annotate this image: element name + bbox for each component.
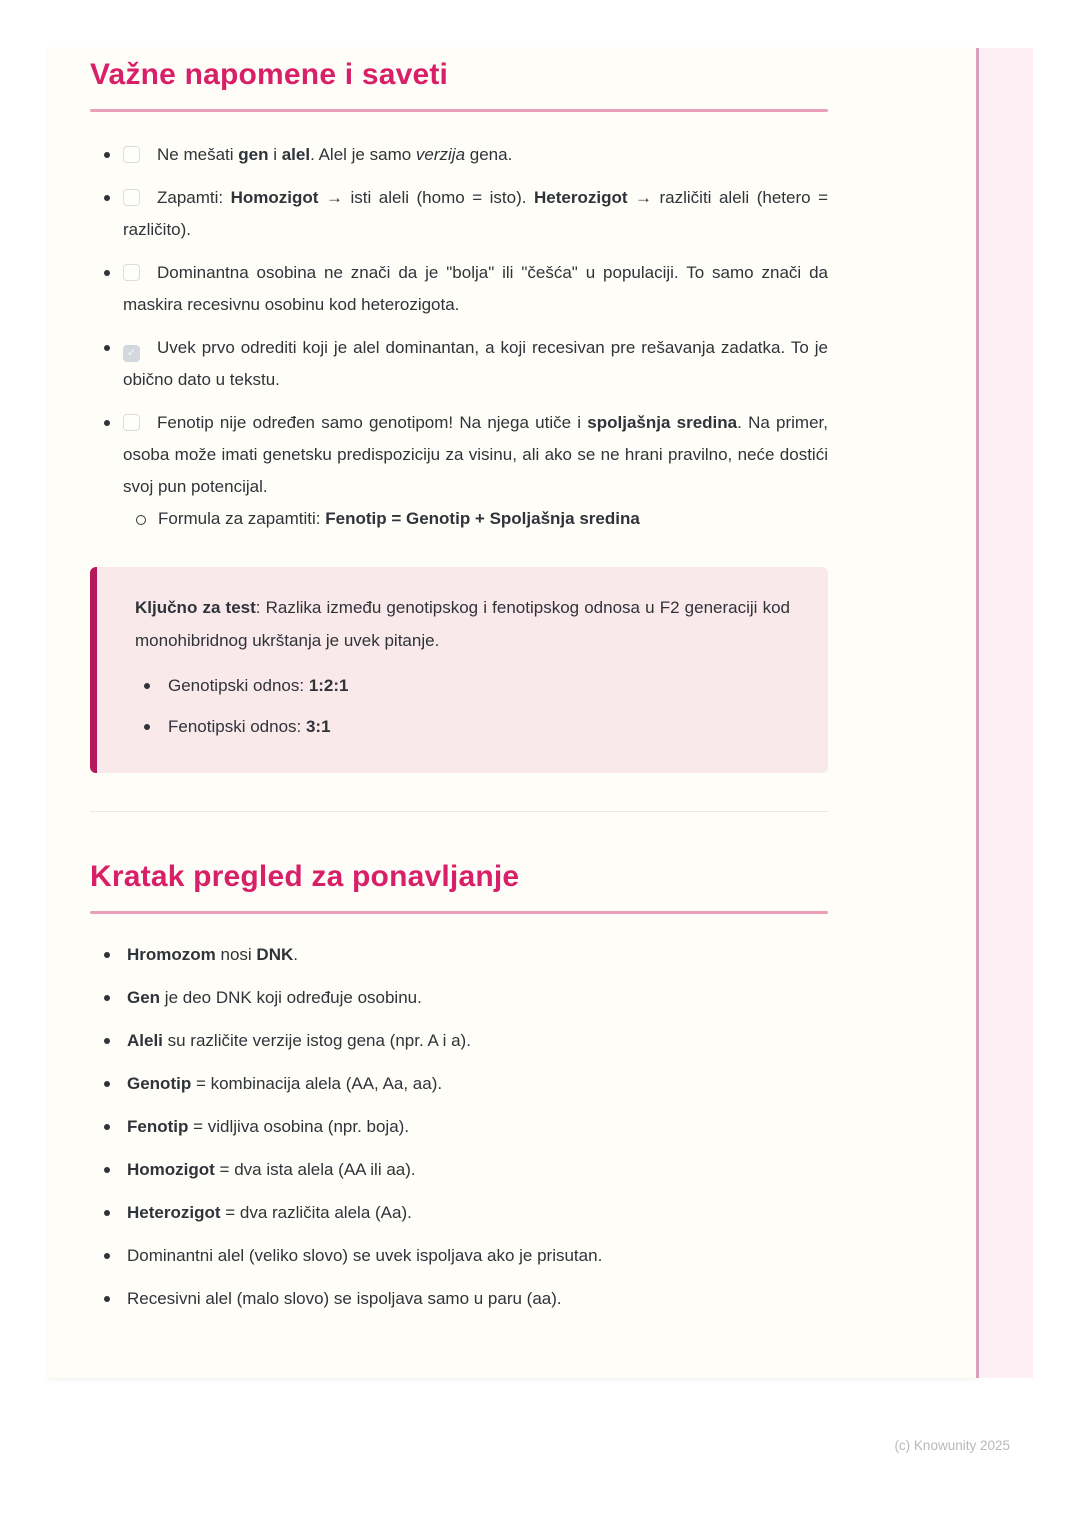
text-segment: → različiti aleli (hetero = različito). — [123, 188, 829, 239]
text-segment: spoljašnja sredina — [587, 413, 738, 432]
text-segment: : Razlika između genotipskog i fenotipskog odnosa u F2 generaciji kod monohibridnog ukrštanja je uvek pitanje. — [135, 598, 790, 650]
text-segment: Fenotip nije određen samo genotipom! Na njega utiče i — [157, 413, 588, 432]
text-segment: Hromozom — [127, 945, 216, 964]
review-list-item — [90, 939, 828, 971]
key-test-callout — [90, 567, 828, 773]
callout-list-item — [135, 669, 790, 702]
text-segment: je deo DNK koji određuje osobinu. — [160, 988, 422, 1007]
review-list-item — [90, 1283, 828, 1315]
text-segment: 3:1 — [305, 717, 331, 736]
checkbox-unchecked[interactable] — [123, 189, 140, 206]
review-list-item — [90, 1111, 828, 1143]
next-page-edge — [976, 48, 1033, 1378]
review-list-item — [90, 1240, 828, 1272]
text-segment: Heterozigot — [534, 188, 628, 207]
task-list-item — [90, 257, 828, 321]
text-segment: = dva ista alela (AA ili aa). — [214, 1160, 416, 1179]
text-segment: Zapamti: — [157, 188, 231, 207]
text-segment: = dva različita alela (Aa). — [220, 1203, 412, 1222]
callout-intro-text — [135, 591, 790, 657]
text-segment: Dominantna osobina ne znači da je "bolja" ili "češća" u populaciji. To samo znači da maskira recesivnu osobinu kod heterozigota. — [123, 263, 828, 314]
text-segment: su različite verzije istog gena (npr. A i a). — [162, 1031, 471, 1050]
text-segment: . Alel je samo — [310, 145, 416, 164]
text-segment: Fenotip = Genotip + Spoljašnja sredina — [325, 509, 640, 528]
text-segment: Fenotipski odnos: — [168, 717, 306, 736]
checkbox-checked[interactable]: ✓ — [123, 345, 140, 362]
text-segment: Ne mešati — [157, 145, 239, 164]
text-segment: Aleli — [127, 1031, 163, 1050]
section-title-review: Kratak pregled za ponavljanje — [90, 860, 520, 893]
text-segment: gena. — [465, 145, 513, 164]
section-divider — [90, 811, 828, 812]
text-segment: i — [268, 145, 282, 164]
document-page — [48, 48, 976, 1378]
checkbox-unchecked[interactable] — [123, 414, 140, 431]
copyright-footer: (c) Knowunity 2025 — [894, 1438, 1010, 1453]
task-list-item — [90, 139, 828, 171]
text-segment: = vidljiva osobina (npr. boja). — [188, 1117, 410, 1136]
sub-list-item — [123, 503, 828, 535]
text-segment: Formula za zapamtiti: — [158, 509, 326, 528]
text-segment: Homozigot — [127, 1160, 215, 1179]
text-segment: Genotipski odnos: — [168, 676, 309, 695]
text-segment: nosi — [215, 945, 257, 964]
callout-list-item — [135, 710, 790, 743]
review-list — [90, 939, 828, 1315]
text-segment: alel — [281, 145, 311, 164]
text-segment: Dominantni alel (veliko slovo) se uvek ispoljava ako je prisutan. — [127, 1246, 603, 1265]
task-list-item — [90, 182, 828, 246]
text-segment: Uvek prvo odrediti koji je alel dominantan, a koji recesivan pre rešavanja zadatka. To je obično dato u tekstu. — [123, 338, 828, 389]
text-segment: Fenotip — [127, 1117, 189, 1136]
page-content — [48, 48, 928, 1315]
checkbox-unchecked[interactable] — [123, 264, 140, 281]
text-segment: Recesivni alel (malo slovo) se ispoljava samo u paru (aa). — [127, 1289, 562, 1308]
text-segment: . Na primer, osoba može imati genetsku predispoziciju za visinu, ali ako se ne hrani pravilno, neće dostići svoj pun potencijal. — [123, 413, 828, 496]
notes-task-list — [90, 139, 828, 535]
text-segment: DNK — [256, 945, 294, 964]
text-segment: → isti aleli (homo = isto). — [318, 188, 534, 207]
task-list-item — [90, 407, 828, 535]
text-segment: 1:2:1 — [308, 676, 349, 695]
text-segment: gen — [238, 145, 269, 164]
title-underline — [90, 911, 828, 914]
text-segment: Genotip — [127, 1074, 192, 1093]
review-list-item — [90, 1068, 828, 1100]
review-list-item — [90, 1025, 828, 1057]
text-segment: Gen — [127, 988, 161, 1007]
text-segment: = kombinacija alela (AA, Aa, aa). — [191, 1074, 443, 1093]
review-list-item — [90, 982, 828, 1014]
text-segment: verzija — [415, 145, 466, 164]
review-list-item — [90, 1197, 828, 1229]
text-segment: Homozigot — [230, 188, 319, 207]
text-segment: . — [293, 945, 298, 964]
text-segment: Ključno za test — [135, 598, 256, 617]
review-list-item — [90, 1154, 828, 1186]
checkbox-unchecked[interactable] — [123, 146, 140, 163]
title-underline — [90, 109, 828, 112]
text-segment: Heterozigot — [127, 1203, 221, 1222]
section-title-notes: Važne napomene i saveti — [90, 58, 449, 91]
task-list-item — [90, 332, 828, 396]
callout-ratio-list — [135, 669, 790, 743]
